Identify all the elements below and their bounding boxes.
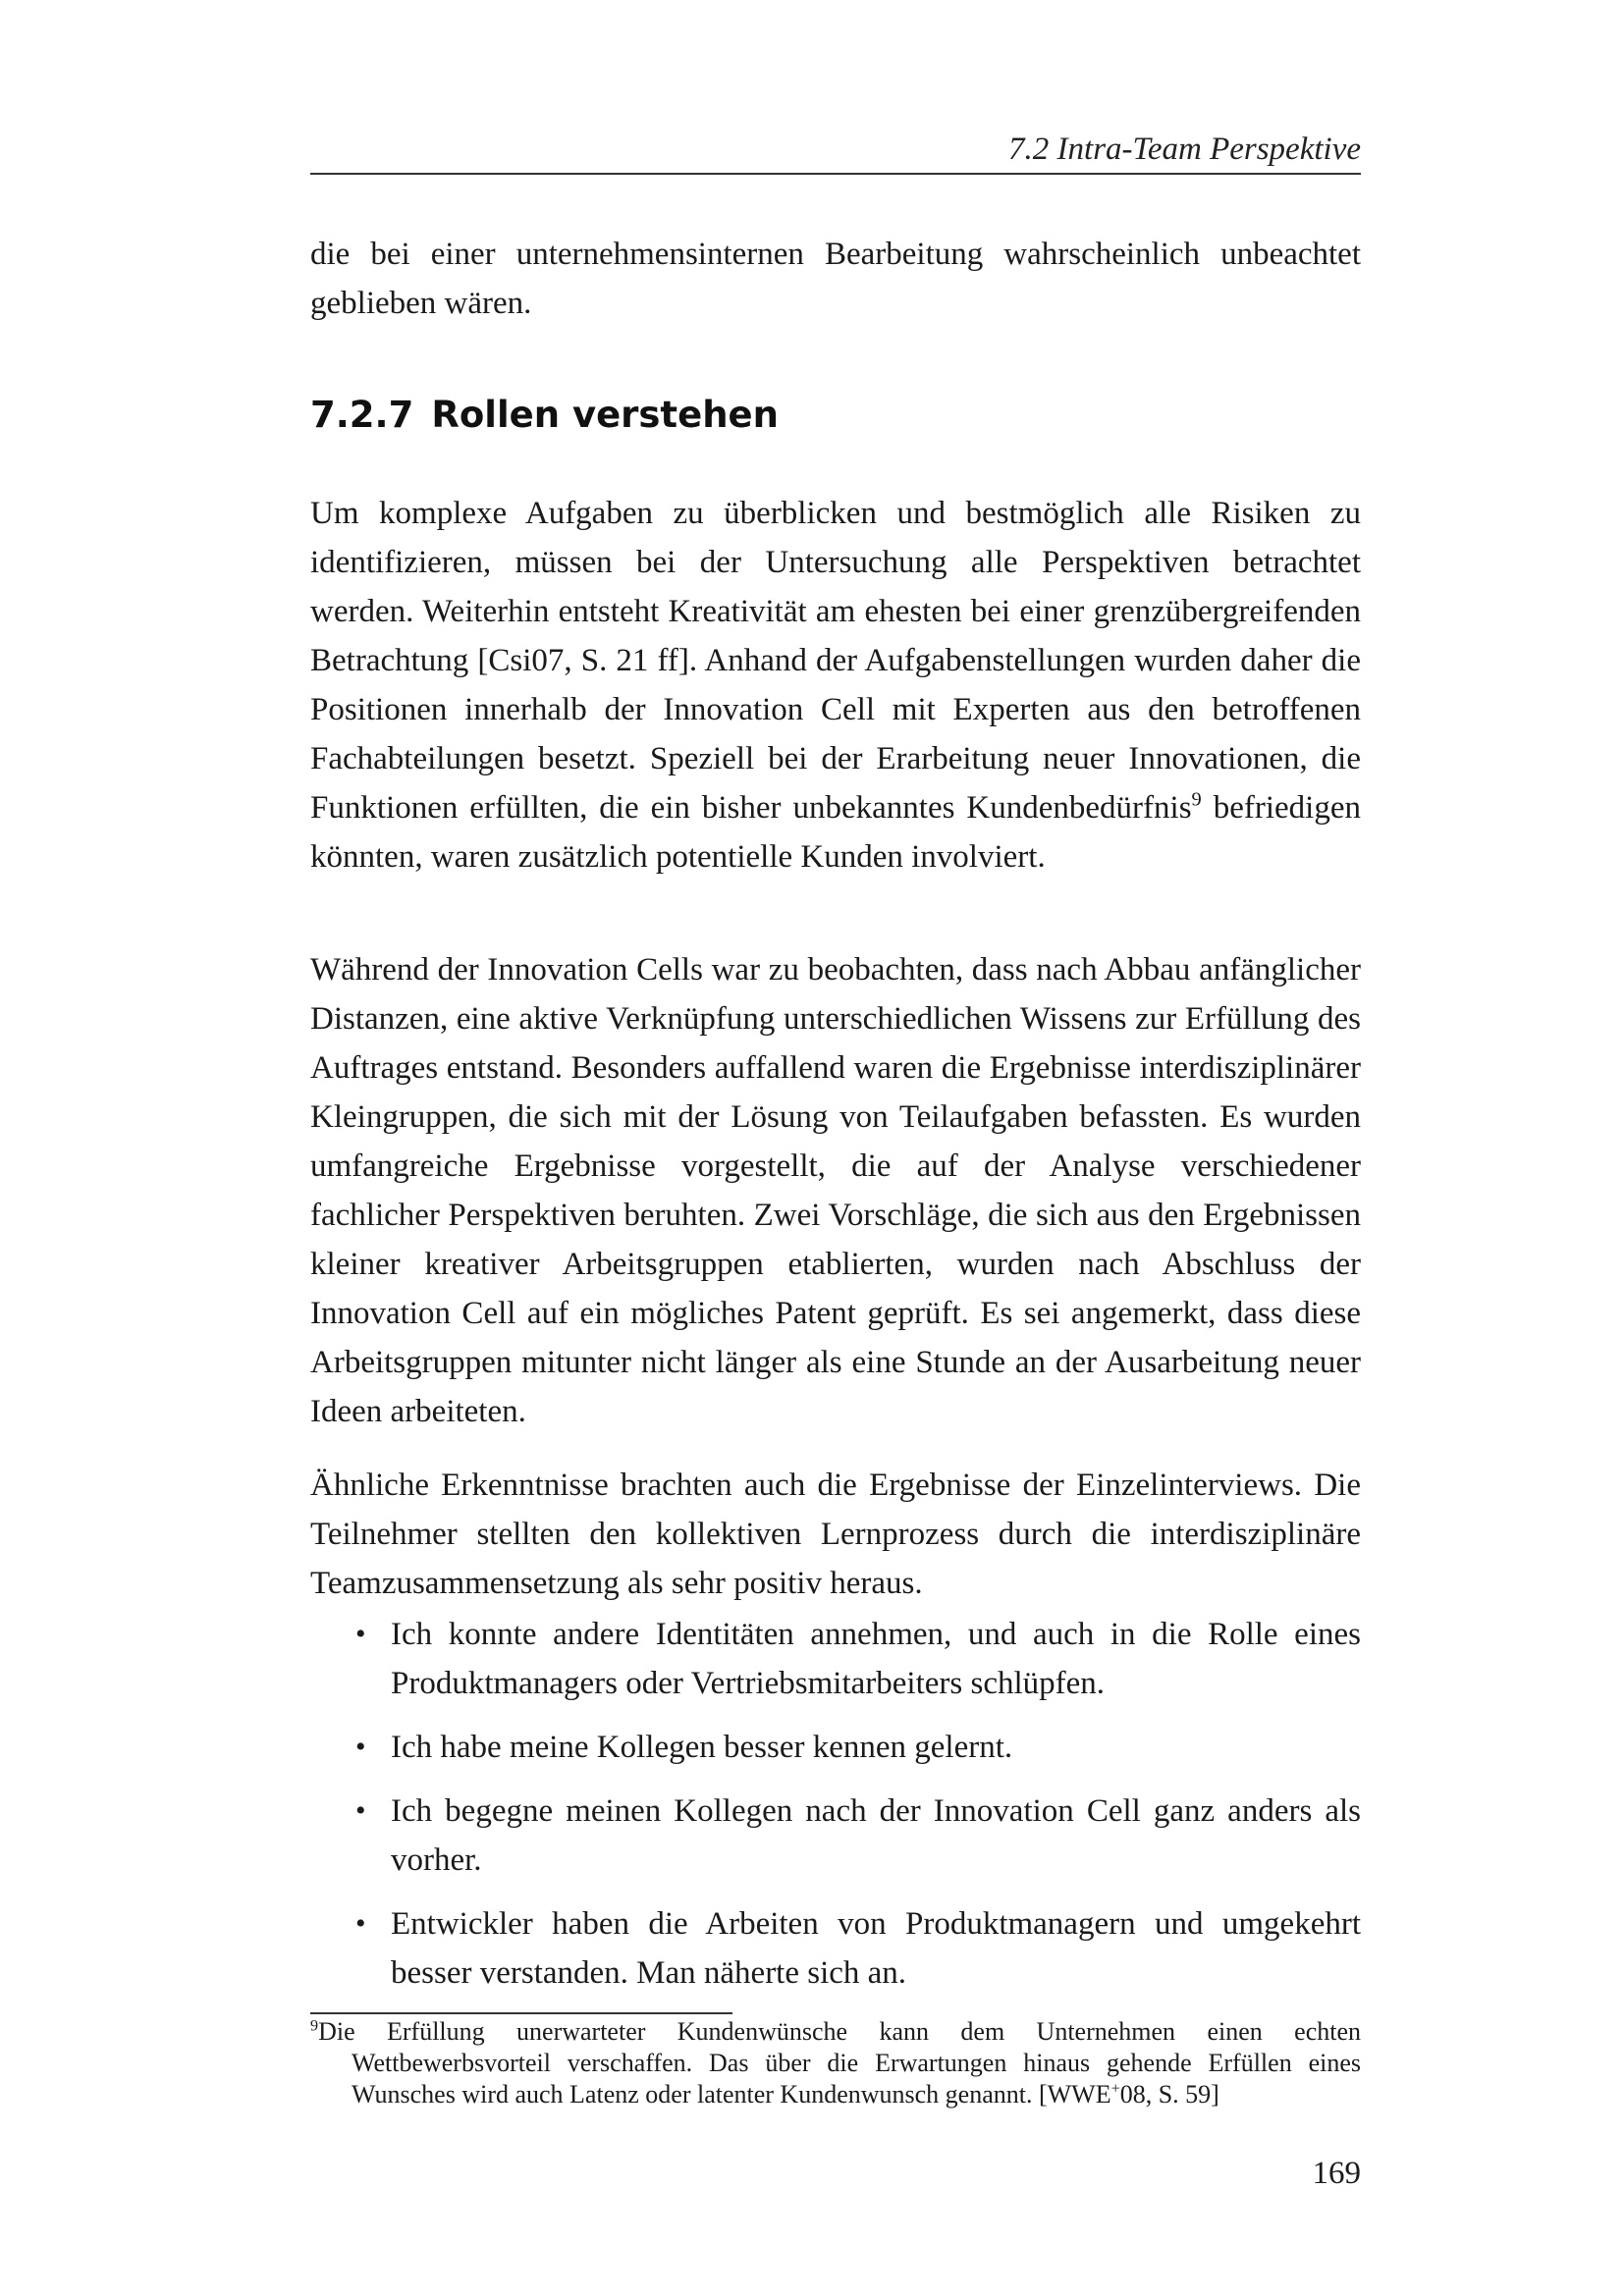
list-item [310,1787,1361,1885]
footnote-text-end: 08, S. 59] [1119,2080,1219,2109]
page-number: 169 [1312,2156,1361,2191]
footnote-divider [310,2012,732,2014]
bullet-icon: • [355,1731,366,1763]
section-number: 7.2.7 [310,394,414,436]
paragraph-1-text-end: befriedigen könnten, waren zusätzlich potentielle Kunden involviert. [310,790,1361,875]
paragraph-1 [310,489,1361,881]
intro-paragraph: die bei einer unternehmensinternen Bearbeitung wahrscheinlich unbeachtet geblieben wären. [310,237,1361,321]
footnote-reference: 9 [1191,788,1202,811]
footnote-mark: 9 [310,2017,319,2035]
paragraph-2: Während der Innovation Cells war zu beobachten, dass nach Abbau anfänglicher Distanzen, eine aktive Verknüpfung unterschiedlichen Wissens zur Erfüllung des Auftrages entstand. Besonders auffallend waren die Ergebnisse interdisziplinärer Kleingruppen, die sich mit der Lösung von Teilaufgaben befassten. Es wurden umfangreiche Ergebnisse vorgestellt, die auf der Analyse verschiedener fachlicher Perspektiven beruhten. Zwei Vorschläge, die sich aus den Ergebnissen kleiner kreativer Arbeitsgruppen etablierten, wurden nach Abschluss der Innovation Cell auf ein mögliches Patent geprüft. Es sei angemerkt, dass diese Arbeitsgruppen mitunter nicht länger als eine Stunde an der Ausarbeitung neuer Ideen arbeiteten. [310,952,1361,1429]
list-item-text: Ich begegne meinen Kollegen nach der Innovation Cell ganz anders als vorher. [391,1793,1361,1878]
footnote-superscript: + [1110,2080,1120,2098]
bullet-icon: • [355,1907,366,1940]
running-head: 7.2 Intra-Team Perspektive [1008,132,1361,167]
page-header [310,128,1361,175]
list-item [310,1899,1361,1998]
list-item-text: Entwickler haben die Arbeiten von Produktmanagern und umgekehrt besser verstanden. Man näherte sich an. [391,1906,1361,1991]
bullet-icon: • [355,1618,366,1650]
list-item [310,1723,1361,1772]
paragraph-1-text: Um komplexe Aufgaben zu überblicken und bestmöglich alle Risiken zu identifizieren, müssen bei der Untersuchung alle Perspektiven betrachtet werden. Weiterhin entsteht Kreativität am ehesten bei einer grenzübergreifenden Betrachtung [Csi07, S. 21 ff]. Anhand der Aufgabenstellungen wurden daher die Positionen innerhalb der Innovation Cell mit Experten aus den betroffenen Fachabteilungen besetzt. Speziell bei der Erarbeitung neuer Innovationen, die Funktionen erfüllten, die ein bisher unbekanntes Kundenbedürfnis [310,496,1361,826]
list-item-text: Ich konnte andere Identitäten annehmen, und auch in die Rolle eines Produktmanagers oder Vertriebsmitarbeiters schlüpfen. [391,1617,1361,1701]
bullet-icon: • [355,1794,366,1827]
list-item-text: Ich habe meine Kollegen besser kennen gelernt. [391,1730,1013,1765]
list-item [310,1610,1361,1708]
footnote [310,2016,1361,2110]
quote-list [310,1610,1361,2012]
paragraph-3: Ähnliche Erkenntnisse brachten auch die Ergebnisse der Einzelinterviews. Die Teilnehmer stellten den kollektiven Lernprozess durch die interdisziplinäre Teamzusammensetzung als sehr positiv heraus. [310,1468,1361,1601]
footnote-text: Die Erfüllung unerwarteter Kundenwünsche kann dem Unternehmen einen echten Wettbewerbsvorteil verschaffen. Das über die Erwartungen hinaus gehende Erfüllen eines Wunsches wird auch Latenz oder latenter Kundenwunsch genannt. [WWE [318,2017,1361,2109]
section-heading [310,394,779,436]
section-title: Rollen verstehen [431,394,779,436]
